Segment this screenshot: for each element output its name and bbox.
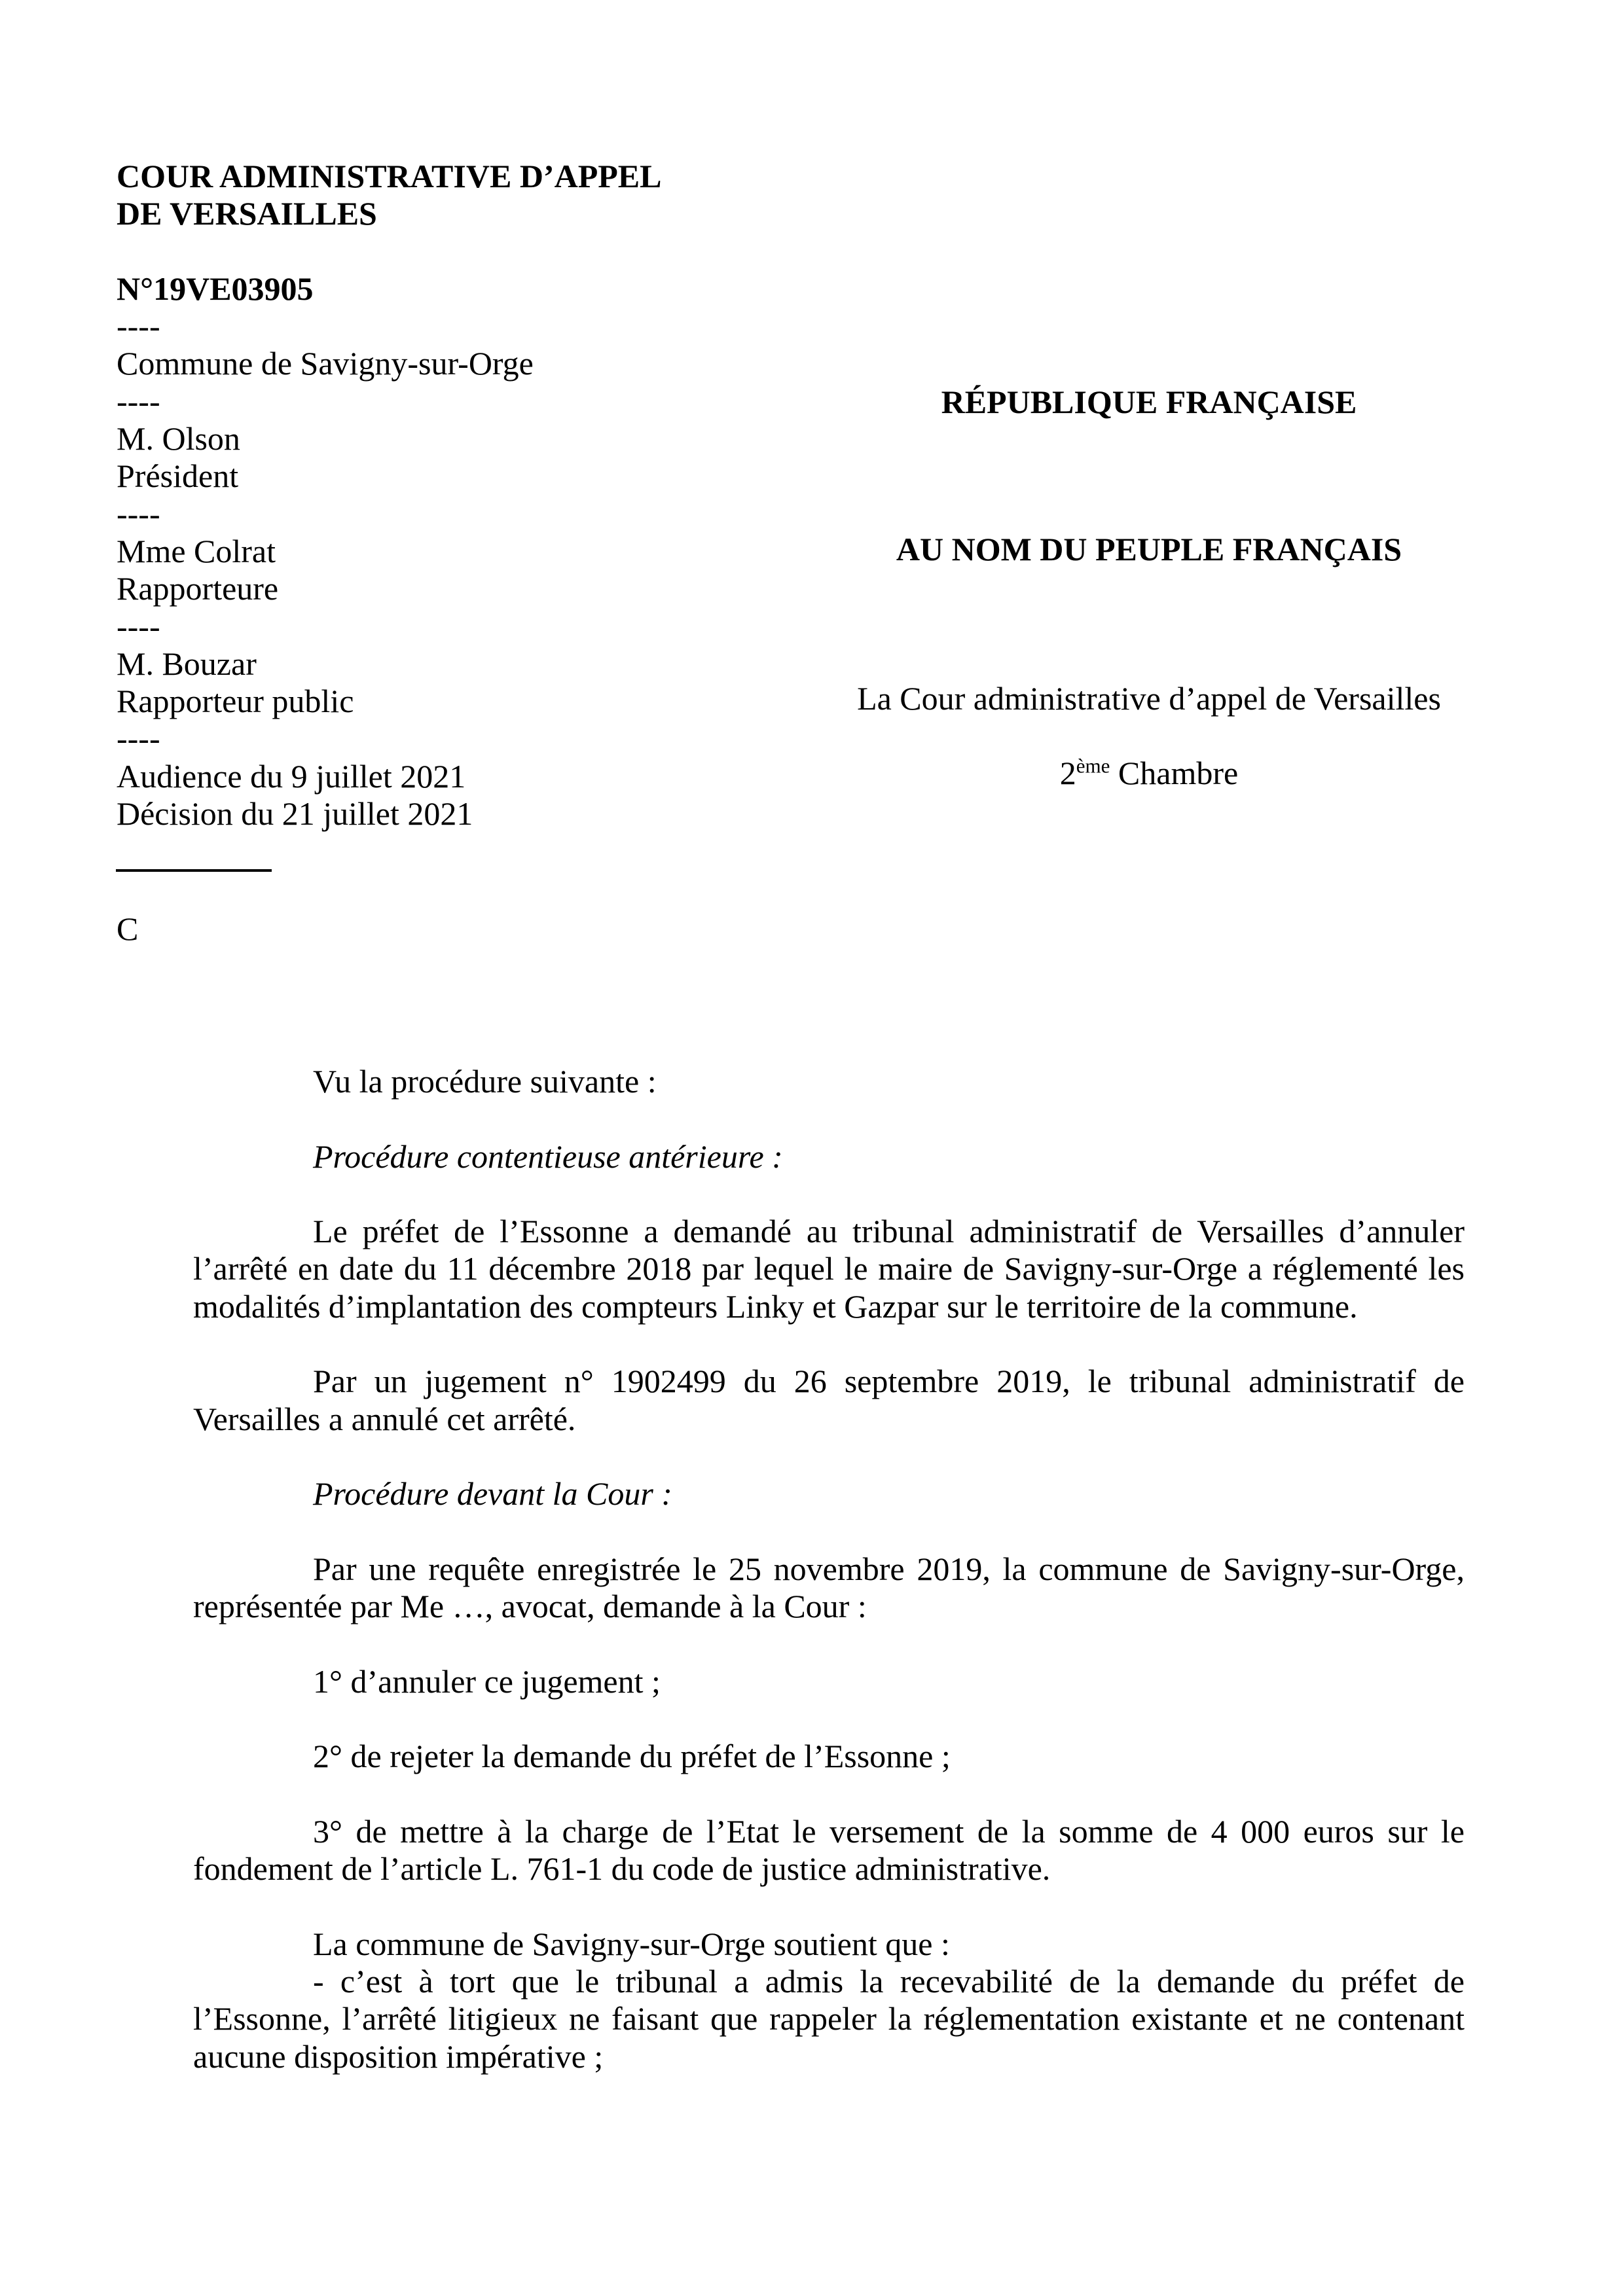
separator-dashes: ---- — [117, 720, 160, 757]
court-name-line-1: COUR ADMINISTRATIVE D’APPEL — [117, 158, 662, 194]
moyen-tiret: - c’est à tort que le tribunal a admis la recevabilité de la demande du préfet de l’Essonne, l’arrêté litigieux ne faisant que rappeler la réglementation existante et ne contenant aucune disposition impérative ; — [193, 1963, 1465, 2075]
header-left-column — [117, 158, 661, 833]
party-name: Commune de Savigny-sur-Orge — [117, 345, 534, 382]
separator-dashes: ---- — [117, 382, 160, 420]
rapporteure-name: Mme Colrat — [117, 532, 276, 569]
horizontal-rule — [116, 869, 272, 872]
republique-francaise-title: RÉPUBLIQUE FRANÇAISE — [941, 384, 1357, 420]
demande-2: 2° de rejeter la demande du préfet de l’Essonne ; — [313, 1738, 951, 1775]
president-title: Président — [117, 457, 239, 495]
section-procedure-contentieuse: Procédure contentieuse antérieure : — [313, 1138, 783, 1175]
audience-date: Audience du 9 juillet 2021 — [117, 757, 466, 795]
court-name-line-2: DE VERSAILLES — [117, 195, 377, 232]
chamber-number: 2 — [1059, 755, 1076, 791]
demande-3: 3° de mettre à la charge de l’Etat le versement de la somme de 4 000 euros sur le fondement de l’article L. 761-1 du code de justice administrative. — [193, 1812, 1465, 1888]
section-procedure-devant-cour: Procédure devant la Cour : — [313, 1475, 672, 1513]
court-full-name: La Cour administrative d’appel de Versailles — [857, 680, 1441, 717]
rapporteure-title: Rapporteure — [117, 570, 279, 607]
classification-code: C — [117, 910, 139, 947]
paragraph-jugement: Par un jugement n° 1902499 du 26 septembre 2019, le tribunal administratif de Versailles a annulé cet arrêté. — [193, 1363, 1465, 1437]
separator-dashes: ---- — [117, 607, 160, 645]
decision-date: Décision du 21 juillet 2021 — [117, 795, 473, 833]
case-number: N°19VE03905 — [117, 270, 314, 307]
president-name: M. Olson — [117, 420, 240, 457]
paragraph-soutient-que: La commune de Savigny-sur-Orge soutient que : — [313, 1925, 950, 1962]
chamber-ordinal-suffix: ème — [1076, 754, 1110, 778]
decision-body — [193, 1063, 1465, 2075]
rapporteur-public-title: Rapporteur public — [117, 683, 354, 720]
rapporteur-public-name: M. Bouzar — [117, 645, 257, 682]
separator-dashes: ---- — [117, 495, 160, 532]
paragraph-requete: Par une requête enregistrée le 25 novembre 2019, la commune de Savigny-sur-Orge, représentée par Me …, avocat, demande à la Cour : — [193, 1550, 1465, 1625]
chamber-line — [1060, 755, 1238, 792]
chamber-word: Chambre — [1110, 755, 1239, 791]
vu-procedure-line: Vu la procédure suivante : — [313, 1063, 657, 1100]
paragraph-prefet-demande: Le préfet de l’Essonne a demandé au tribunal administratif de Versailles d’annuler l’arrêté en date du 11 décembre 2018 par lequel le maire de Savigny-sur-Orge a réglementé les modalités d’implantation des compteurs Linky et Gazpar sur le territoire de la commune. — [193, 1213, 1465, 1325]
demande-1: 1° d’annuler ce jugement ; — [313, 1662, 661, 1700]
au-nom-du-peuple-title: AU NOM DU PEUPLE FRANÇAIS — [896, 531, 1402, 567]
separator-dashes: ---- — [117, 308, 160, 345]
